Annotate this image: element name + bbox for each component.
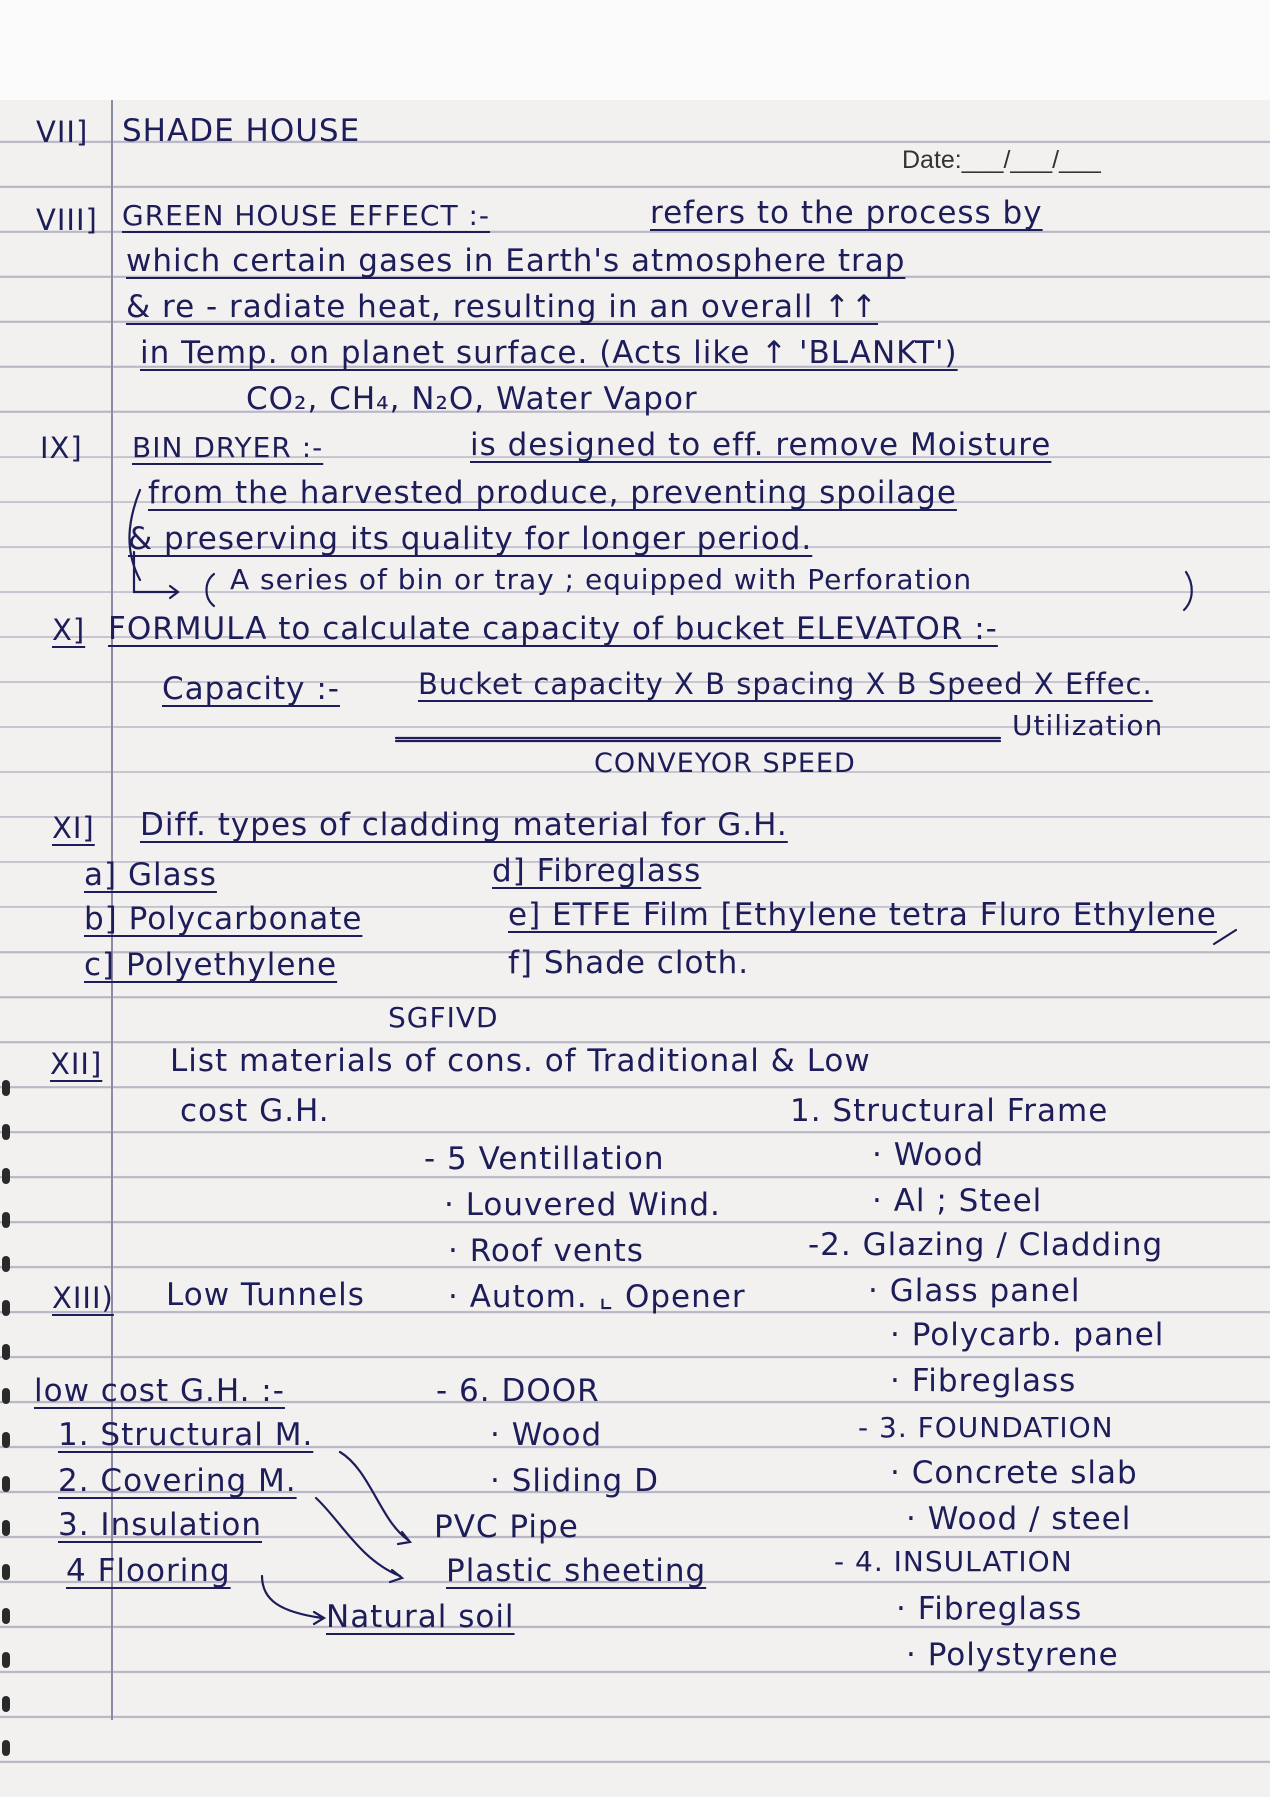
heading-low-cost-gh: low cost G.H. :-	[34, 1373, 285, 1409]
heading-bin-dryer: BIN DRYER :-	[132, 431, 324, 464]
foundation-wood-steel: · Wood / steel	[906, 1501, 1132, 1537]
insulation-fibreglass: · Fibreglass	[896, 1591, 1083, 1627]
item-number-11: XI]	[52, 811, 95, 845]
glazing-glass: · Glass panel	[868, 1273, 1081, 1309]
heading-materials-2: cost G.H.	[180, 1093, 330, 1129]
arrow-covering-plastic	[316, 1498, 400, 1576]
low-cost-structural: 1. Structural M.	[58, 1417, 314, 1453]
bin-dryer-line-1: is designed to eff. remove Moisture	[470, 427, 1052, 463]
cladding-d: d] Fibreglass	[492, 853, 702, 889]
cladding-e: e] ETFE Film [Ethylene tetra Fluro Ethylene	[508, 897, 1217, 933]
arrow-etfe	[1214, 930, 1236, 944]
low-cost-pvc-pipe: PVC Pipe	[434, 1509, 579, 1545]
gh-effect-line-4: in Temp. on planet surface. (Acts like ↑ 'BLANKT')	[140, 335, 958, 371]
binding-hole	[2, 1520, 10, 1536]
arrow-flooring-soil	[262, 1576, 322, 1618]
structural-al-steel: · Al ; Steel	[872, 1183, 1043, 1219]
foundation: - 3. FOUNDATION	[858, 1411, 1114, 1444]
arrow-bin-note	[134, 552, 176, 592]
structural-wood: · Wood	[872, 1137, 985, 1173]
ventillation: - 5 Ventillation	[424, 1141, 665, 1177]
binding-hole	[2, 1080, 10, 1096]
date-field: Date:___/___/___	[902, 146, 1101, 174]
item-number-9: IX]	[40, 431, 83, 465]
door-sliding: · Sliding D	[490, 1463, 659, 1499]
binding-hole	[2, 1432, 10, 1448]
binding-hole	[2, 1388, 10, 1404]
item-number-10: X]	[52, 613, 86, 647]
binding-hole	[2, 1256, 10, 1272]
cladding-a: a] Glass	[84, 857, 217, 893]
page-top-band	[0, 0, 1270, 100]
heading-materials: List materials of cons. of Traditional & Low	[170, 1043, 871, 1079]
heading-cladding: Diff. types of cladding material for G.H.	[140, 807, 788, 843]
binding-hole	[2, 1168, 10, 1184]
binding-hole	[2, 1344, 10, 1360]
formula-numerator: Bucket capacity X B spacing X B Speed X Effec.	[418, 667, 1153, 701]
cladding-c: c] Polyethylene	[84, 947, 338, 983]
door: - 6. DOOR	[436, 1373, 600, 1409]
mnemonic: SGFIVD	[388, 1001, 499, 1034]
binding-hole	[2, 1652, 10, 1668]
cladding-b: b] Polycarbonate	[84, 901, 363, 937]
cladding-f: f] Shade cloth.	[508, 945, 750, 981]
binding-hole	[2, 1476, 10, 1492]
door-wood: · Wood	[490, 1417, 603, 1453]
glazing-cladding: -2. Glazing / Cladding	[808, 1227, 1164, 1263]
heading-green-house-effect: GREEN HOUSE EFFECT :-	[122, 199, 491, 232]
ventillation-louvered: · Louvered Wind.	[444, 1187, 721, 1223]
binding-hole	[2, 1212, 10, 1228]
binding-hole	[2, 1300, 10, 1316]
formula-numerator-2: Utilization	[1012, 709, 1164, 742]
insulation-polystyrene: · Polystyrene	[906, 1637, 1119, 1673]
bin-dryer-note: A series of bin or tray ; equipped with Perforation	[230, 563, 973, 596]
insulation: - 4. INSULATION	[834, 1545, 1073, 1578]
item-number-8: VIII]	[36, 203, 98, 237]
binding-holes	[0, 1080, 12, 1780]
ventillation-roof-vents: · Roof vents	[448, 1233, 644, 1269]
gh-gases-list: CO₂, CH₄, N₂O, Water Vapor	[246, 381, 698, 417]
binding-hole	[2, 1740, 10, 1756]
binding-hole	[2, 1124, 10, 1140]
heading-shade-house: SHADE HOUSE	[122, 113, 361, 149]
low-cost-insulation: 3. Insulation	[58, 1507, 263, 1543]
binding-hole	[2, 1564, 10, 1580]
bracket-note-left	[207, 574, 215, 606]
bin-dryer-line-2: from the harvested produce, preventing spoilage	[148, 475, 957, 511]
arrow-structural-pvc	[340, 1452, 408, 1540]
gh-effect-line-3: & re - radiate heat, resulting in an overall ↑↑	[126, 289, 879, 325]
glazing-polycarb: · Polycarb. panel	[890, 1317, 1165, 1353]
formula-denominator: CONVEYOR SPEED	[594, 748, 856, 779]
low-cost-covering: 2. Covering M.	[58, 1463, 297, 1499]
formula-lhs: Capacity :-	[162, 671, 340, 707]
bin-dryer-line-3: & preserving its quality for longer period.	[128, 521, 813, 557]
glazing-fibreglass: · Fibreglass	[890, 1363, 1077, 1399]
item-number-12: XII]	[50, 1047, 103, 1081]
binding-hole	[2, 1696, 10, 1712]
item-number-7: VII]	[36, 115, 89, 149]
bracket-note-right	[1184, 572, 1192, 610]
gh-effect-line-2: which certain gases in Earth's atmosphere trap	[126, 243, 906, 279]
low-cost-plastic-sheeting: Plastic sheeting	[446, 1553, 707, 1589]
gh-effect-line-1: refers to the process by	[650, 195, 1043, 231]
structural-frame: 1. Structural Frame	[790, 1093, 1109, 1129]
heading-formula: FORMULA to calculate capacity of bucket ELEVATOR :-	[108, 611, 998, 647]
foundation-concrete: · Concrete slab	[890, 1455, 1138, 1491]
binding-hole	[2, 1608, 10, 1624]
low-cost-flooring: 4 Flooring	[66, 1553, 231, 1589]
heading-low-tunnels: Low Tunnels	[166, 1277, 365, 1313]
ventillation-autom-opener: · Autom. ⌞ Opener	[448, 1279, 746, 1315]
item-number-13: XIII)	[52, 1281, 114, 1315]
low-cost-natural-soil: Natural soil	[326, 1599, 515, 1635]
